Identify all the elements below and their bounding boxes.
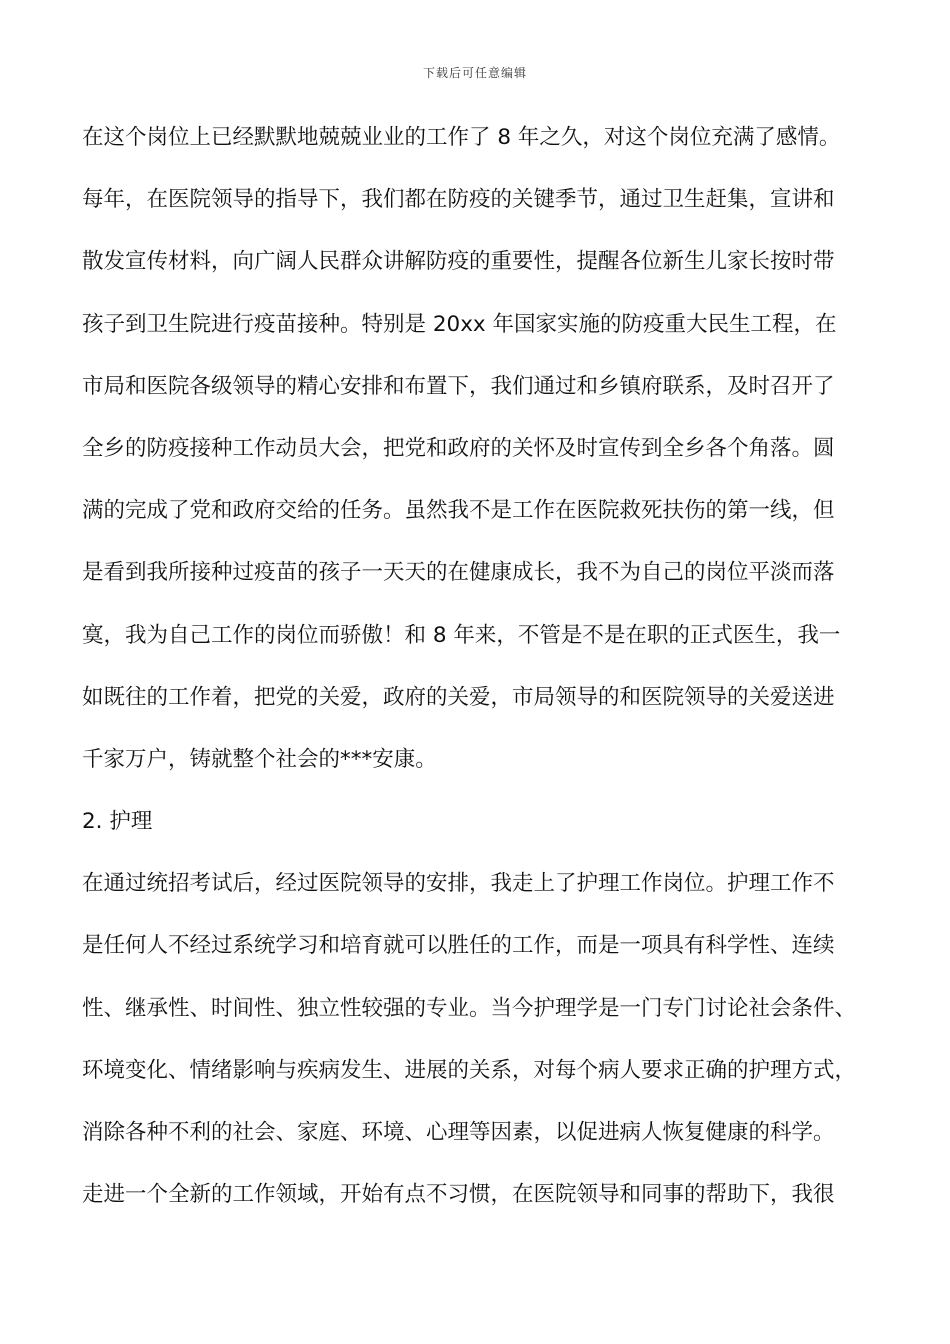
text-line: 满的完成了党和政府交给的任务。虽然我不是工作在医院救死扶伤的第一线，但	[82, 498, 835, 524]
text-line: 环境变化、情绪影响与疾病发生、进展的关系，对每个病人要求正确的护理方式，	[82, 1057, 857, 1083]
text-line: 如既往的工作着，把党的关爱，政府的关爱，市局领导的和医院领导的关爱送进	[82, 684, 835, 710]
text-line: 是看到我所接种过疫苗的孩子一天天的在健康成长，我不为自己的岗位平淡而落	[82, 560, 835, 586]
text-line: 每年，在医院领导的指导下，我们都在防疫的关键季节，通过卫生赶集，宣讲和	[82, 187, 835, 213]
page-header-note: 下载后可任意编辑	[422, 66, 527, 80]
text-line: 散发宣传材料，向广阔人民群众讲解防疫的重要性，提醒各位新生儿家长按时带	[82, 249, 835, 275]
text-line: 在这个岗位上已经默默地兢兢业业的工作了 8 年之久，对这个岗位充满了感情。	[82, 125, 841, 150]
text-line: 寞，我为自己工作的岗位而骄傲！和 8 年来，不管是不是在职的正式医生，我一	[82, 622, 841, 648]
text-line: 全乡的防疫接种工作动员大会，把党和政府的关怀及时宣传到全乡各个角落。圆	[82, 435, 835, 461]
text-line: 是任何人不经过系统学习和培育就可以胜任的工作，而是一项具有科学性、连续	[82, 933, 835, 959]
text-line: 千家万户，铸就整个社会的***安康。	[82, 746, 437, 772]
text-line: 孩子到卫生院进行疫苗接种。特别是 20xx 年国家实施的防疫重大民生工程，在	[82, 311, 837, 337]
text-line: 消除各种不利的社会、家庭、环境、心理等因素，以促进病人恢复健康的科学。	[82, 1120, 835, 1145]
text-line: 走进一个全新的工作领域，开始有点不习惯，在医院领导和同事的帮助下，我很	[82, 1182, 835, 1208]
document-body	[82, 118, 882, 1237]
text-line: 在通过统招考试后，经过医院领导的安排，我走上了护理工作岗位。护理工作不	[82, 871, 835, 897]
section-heading: 2. 护理	[82, 809, 153, 835]
text-line: 市局和医院各级领导的精心安排和布置下，我们通过和乡镇府联系，及时召开了	[82, 373, 835, 399]
text-line: 性、继承性、时间性、独立性较强的专业。当今护理学是一门专门讨论社会条件、	[82, 995, 857, 1021]
